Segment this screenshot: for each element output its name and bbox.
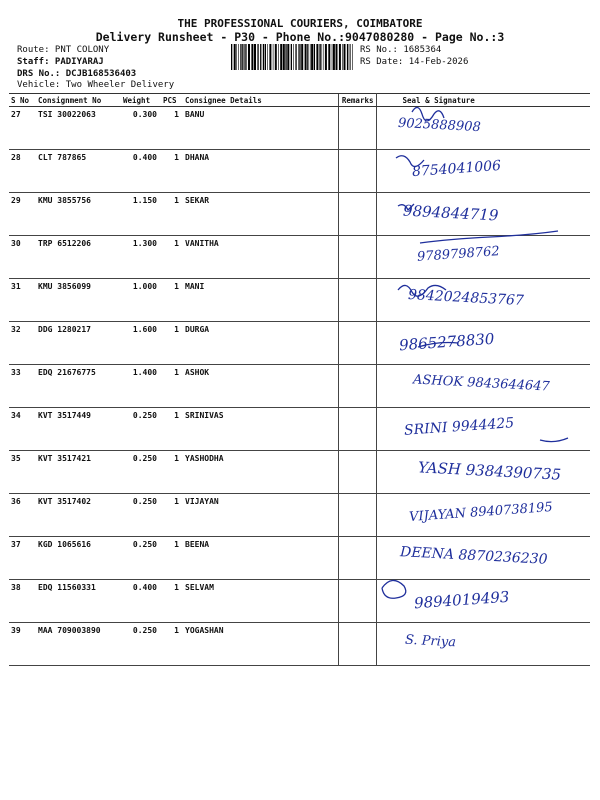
handwritten-signature: S. Priya — [404, 632, 457, 651]
row-sno: 35 — [9, 451, 36, 494]
handwritten-signature: YASH 9384390735 — [417, 458, 562, 484]
row-pcs: 1 — [161, 236, 183, 279]
row-sno: 31 — [9, 279, 36, 322]
row-consignment-no: TRP 6512206 — [36, 236, 121, 279]
row-consignee: ASHOK — [183, 365, 338, 408]
row-consignment-no: DDG 1280217 — [36, 322, 121, 365]
row-sno: 36 — [9, 494, 36, 537]
row-weight: 0.250 — [121, 537, 161, 580]
vehicle-label: Vehicle: Two Wheeler Delivery — [17, 80, 175, 90]
row-pcs: 1 — [161, 150, 183, 193]
row-weight: 1.400 — [121, 365, 161, 408]
row-pcs: 1 — [161, 408, 183, 451]
row-consignment-no: TSI 30022063 — [36, 107, 121, 150]
col-consignment: Consignment No — [36, 94, 121, 107]
row-sno: 37 — [9, 537, 36, 580]
row-weight: 1.150 — [121, 193, 161, 236]
row-consignment-no: KGD 1065616 — [36, 537, 121, 580]
rs-number: RS No.: 1685364 — [360, 45, 442, 55]
row-consignment-no: KVT 3517449 — [36, 408, 121, 451]
row-sno: 28 — [9, 150, 36, 193]
runsheet-title: Delivery Runsheet - P30 - Phone No.:9047080280 - Page No.:3 — [95, 30, 505, 44]
row-consignee: SELVAM — [183, 580, 338, 623]
row-pcs: 1 — [161, 580, 183, 623]
row-consignee: BANU — [183, 107, 338, 150]
row-consignment-no: EDQ 11560331 — [36, 580, 121, 623]
handwritten-signature: 9894844719 — [402, 201, 499, 225]
row-pcs: 1 — [161, 365, 183, 408]
handwritten-signature: SRINI 9944425 — [403, 415, 515, 439]
handwritten-signature: VIJAYAN 8940738195 — [408, 500, 554, 525]
row-sno: 32 — [9, 322, 36, 365]
row-consignee: VANITHA — [183, 236, 338, 279]
row-consignee: DURGA — [183, 322, 338, 365]
row-consignee: YASHODHA — [183, 451, 338, 494]
row-consignment-no: KMU 3855756 — [36, 193, 121, 236]
drs-number: DRS No.: DCJB168536403 — [17, 69, 137, 79]
handwritten-signature: 9894019493 — [413, 587, 510, 613]
row-sno: 39 — [9, 623, 36, 666]
route-label: Route: PNT COLONY — [17, 45, 110, 55]
row-sno: 38 — [9, 580, 36, 623]
handwritten-signature: 9842024853767 — [407, 286, 525, 310]
row-weight: 0.400 — [121, 580, 161, 623]
row-consignment-no: MAA 709003890 — [36, 623, 121, 666]
handwritten-signature: 9025888908 — [397, 115, 482, 136]
row-consignee: BEENA — [183, 537, 338, 580]
row-sno: 33 — [9, 365, 36, 408]
row-consignee: YOGASHAN — [183, 623, 338, 666]
row-weight: 0.250 — [121, 623, 161, 666]
row-consignee: VIJAYAN — [183, 494, 338, 537]
handwritten-signature: ASHOK 9843644647 — [412, 372, 551, 395]
row-pcs: 1 — [161, 623, 183, 666]
row-weight: 0.250 — [121, 408, 161, 451]
row-pcs: 1 — [161, 322, 183, 365]
row-consignment-no: CLT 787865 — [36, 150, 121, 193]
col-remarks: Remarks — [338, 94, 376, 107]
row-consignee: MANI — [183, 279, 338, 322]
row-pcs: 1 — [161, 537, 183, 580]
handwritten-signature: DEENA 8870236230 — [399, 544, 548, 568]
col-pcs: PCS — [161, 94, 183, 107]
row-pcs: 1 — [161, 451, 183, 494]
company-name: THE PROFESSIONAL COURIERS, COIMBATORE — [177, 17, 423, 30]
row-weight: 1.600 — [121, 322, 161, 365]
row-weight: 1.000 — [121, 279, 161, 322]
row-pcs: 1 — [161, 279, 183, 322]
row-weight: 0.250 — [121, 494, 161, 537]
row-consignment-no: EDQ 21676775 — [36, 365, 121, 408]
rs-date: RS Date: 14-Feb-2026 — [360, 57, 469, 67]
row-pcs: 1 — [161, 494, 183, 537]
row-weight: 1.300 — [121, 236, 161, 279]
col-sno: S No — [9, 94, 36, 107]
handwritten-signature: 9865278830 — [398, 329, 495, 355]
row-consignment-no: KVT 3517402 — [36, 494, 121, 537]
row-consignment-no: KVT 3517421 — [36, 451, 121, 494]
col-consignee: Consignee Details — [183, 94, 338, 107]
row-sno: 30 — [9, 236, 36, 279]
handwritten-signature: 8754041006 — [411, 157, 502, 181]
row-pcs: 1 — [161, 193, 183, 236]
row-sno: 29 — [9, 193, 36, 236]
row-weight: 0.400 — [121, 150, 161, 193]
handwritten-signature: 9789798762 — [416, 244, 501, 265]
row-sno: 27 — [9, 107, 36, 150]
row-consignee: SEKAR — [183, 193, 338, 236]
row-consignee: DHANA — [183, 150, 338, 193]
row-weight: 0.300 — [121, 107, 161, 150]
row-consignment-no: KMU 3856099 — [36, 279, 121, 322]
col-signature: Seal & Signature — [376, 94, 590, 107]
staff-label: Staff: PADIYARAJ — [17, 57, 104, 67]
row-pcs: 1 — [161, 107, 183, 150]
col-weight: Weight — [121, 94, 161, 107]
row-weight: 0.250 — [121, 451, 161, 494]
row-sno: 34 — [9, 408, 36, 451]
row-consignee: SRINIVAS — [183, 408, 338, 451]
